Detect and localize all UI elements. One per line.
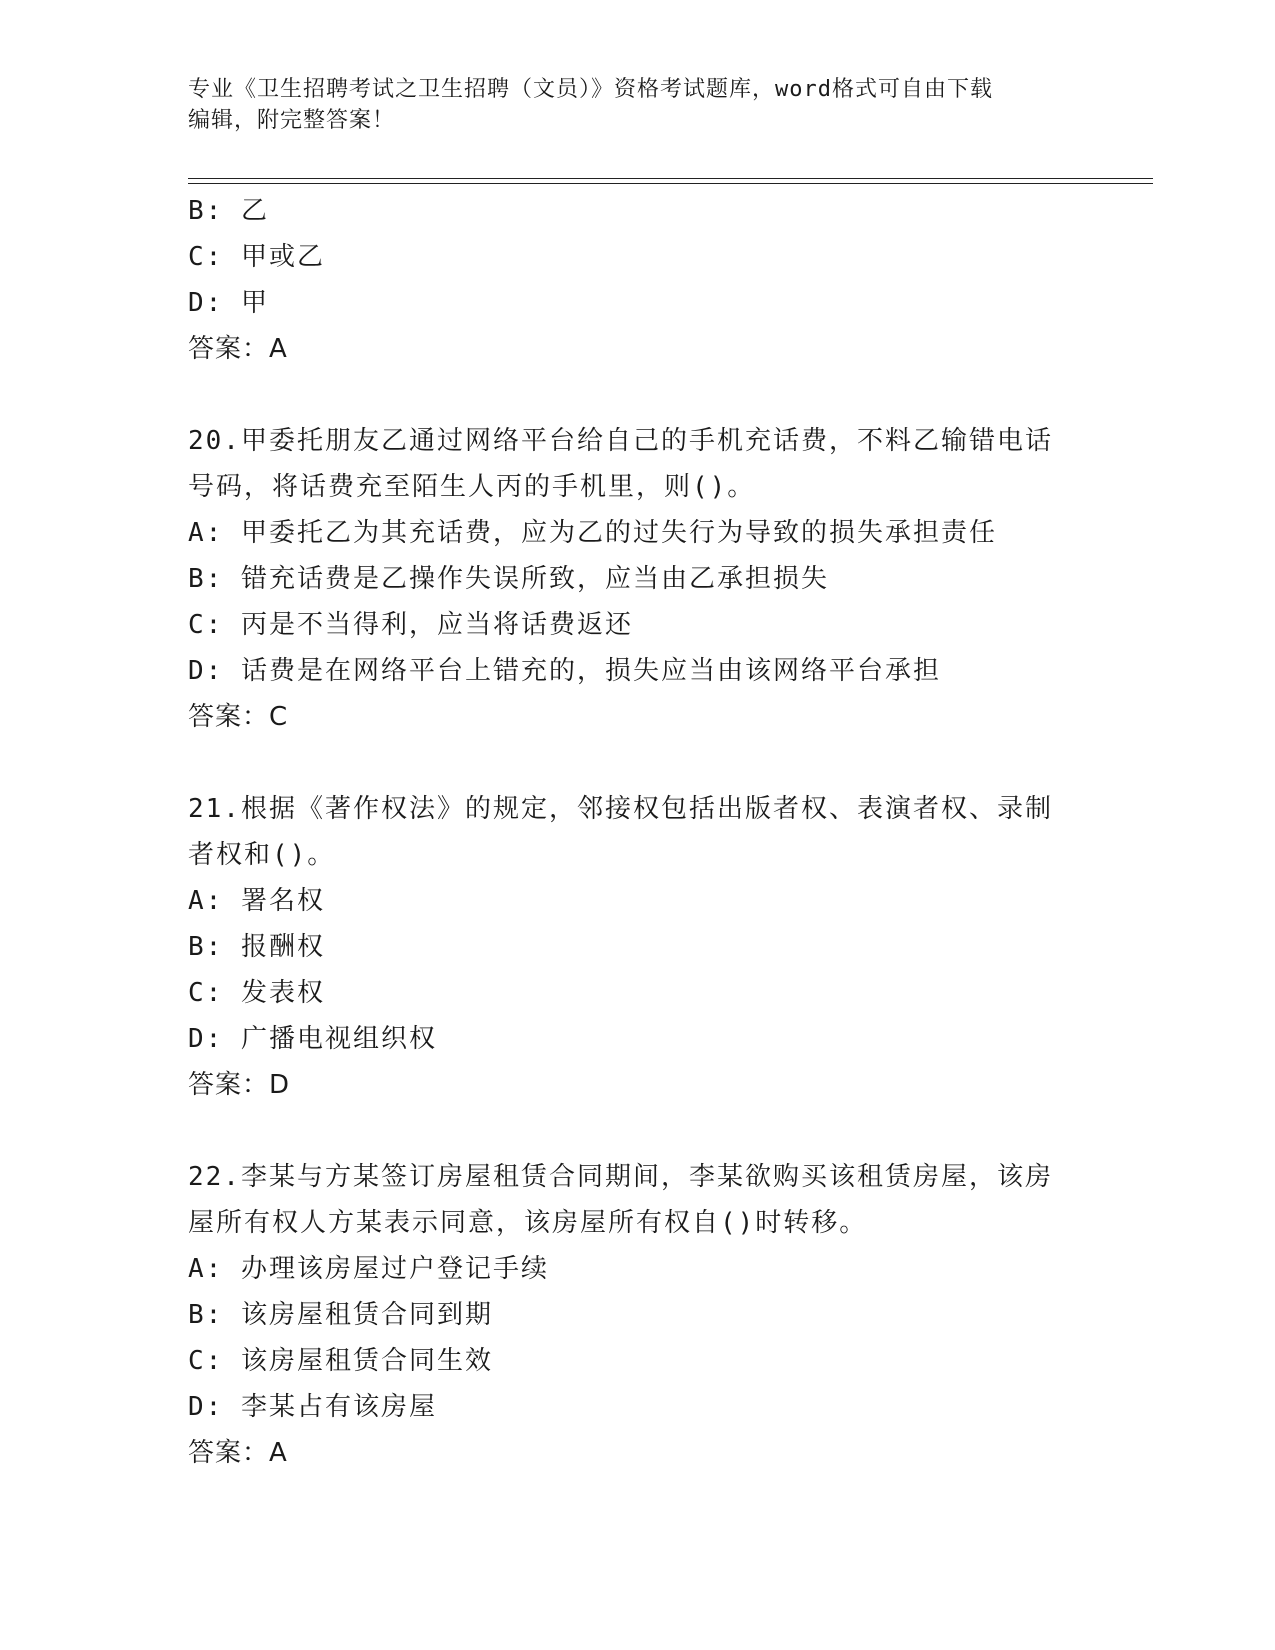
option-c: C: 该房屋租赁合同生效 — [188, 1346, 493, 1376]
option-d: D: 李某占有该房屋 — [188, 1392, 437, 1422]
option-a: A: 办理该房屋过户登记手续 — [188, 1254, 549, 1284]
question-text-line-2: 屋所有权人方某表示同意，该房屋所有权自()时转移。 — [188, 1208, 868, 1238]
option-a: A: 署名权 — [188, 886, 325, 916]
option-c: C: 丙是不当得利，应当将话费返还 — [188, 610, 633, 640]
question-text-line-1: 20.甲委托朋友乙通过网络平台给自己的手机充话费，不料乙输错电话 — [188, 426, 1053, 456]
question-block-22 — [188, 1154, 1088, 1476]
question-list — [188, 188, 1088, 1476]
document-header — [188, 74, 1088, 136]
option-a: A: 甲委托乙为其充话费，应为乙的过失行为导致的损失承担责任 — [188, 518, 997, 548]
option-c: C: 发表权 — [188, 978, 325, 1008]
header-divider-top — [188, 178, 1153, 179]
header-line-2: 编辑，附完整答案！ — [188, 108, 396, 133]
question-text-line-2: 者权和()。 — [188, 840, 336, 870]
question-text-line-1: 22.李某与方某签订房屋租赁合同期间，李某欲购买该租赁房屋，该房 — [188, 1162, 1053, 1192]
question-block-20 — [188, 418, 1088, 740]
option-b: B: 该房屋租赁合同到期 — [188, 1300, 493, 1330]
option-d: D: 广播电视组织权 — [188, 1024, 437, 1054]
option-c: C: 甲或乙 — [188, 242, 325, 272]
question-block-19 — [188, 188, 1088, 372]
option-b: B: 报酬权 — [188, 932, 325, 962]
header-line-1: 专业《卫生招聘考试之卫生招聘（文员）》资格考试题库，word格式可自由下载 — [188, 77, 993, 102]
option-d: D: 话费是在网络平台上错充的，损失应当由该网络平台承担 — [188, 656, 941, 686]
question-block-21 — [188, 786, 1088, 1108]
option-b: B: 错充话费是乙操作失误所致，应当由乙承担损失 — [188, 564, 829, 594]
answer-line: 答案：A — [188, 1438, 288, 1468]
answer-line: 答案：C — [188, 702, 289, 732]
option-b: B: 乙 — [188, 196, 269, 226]
answer-line: 答案：A — [188, 334, 288, 364]
answer-line: 答案：D — [188, 1070, 291, 1100]
header-divider-bottom — [188, 183, 1153, 184]
option-d: D: 甲 — [188, 288, 269, 318]
question-text-line-1: 21.根据《著作权法》的规定，邻接权包括出版者权、表演者权、录制 — [188, 794, 1053, 824]
question-text-line-2: 号码，将话费充至陌生人丙的手机里，则()。 — [188, 472, 756, 502]
